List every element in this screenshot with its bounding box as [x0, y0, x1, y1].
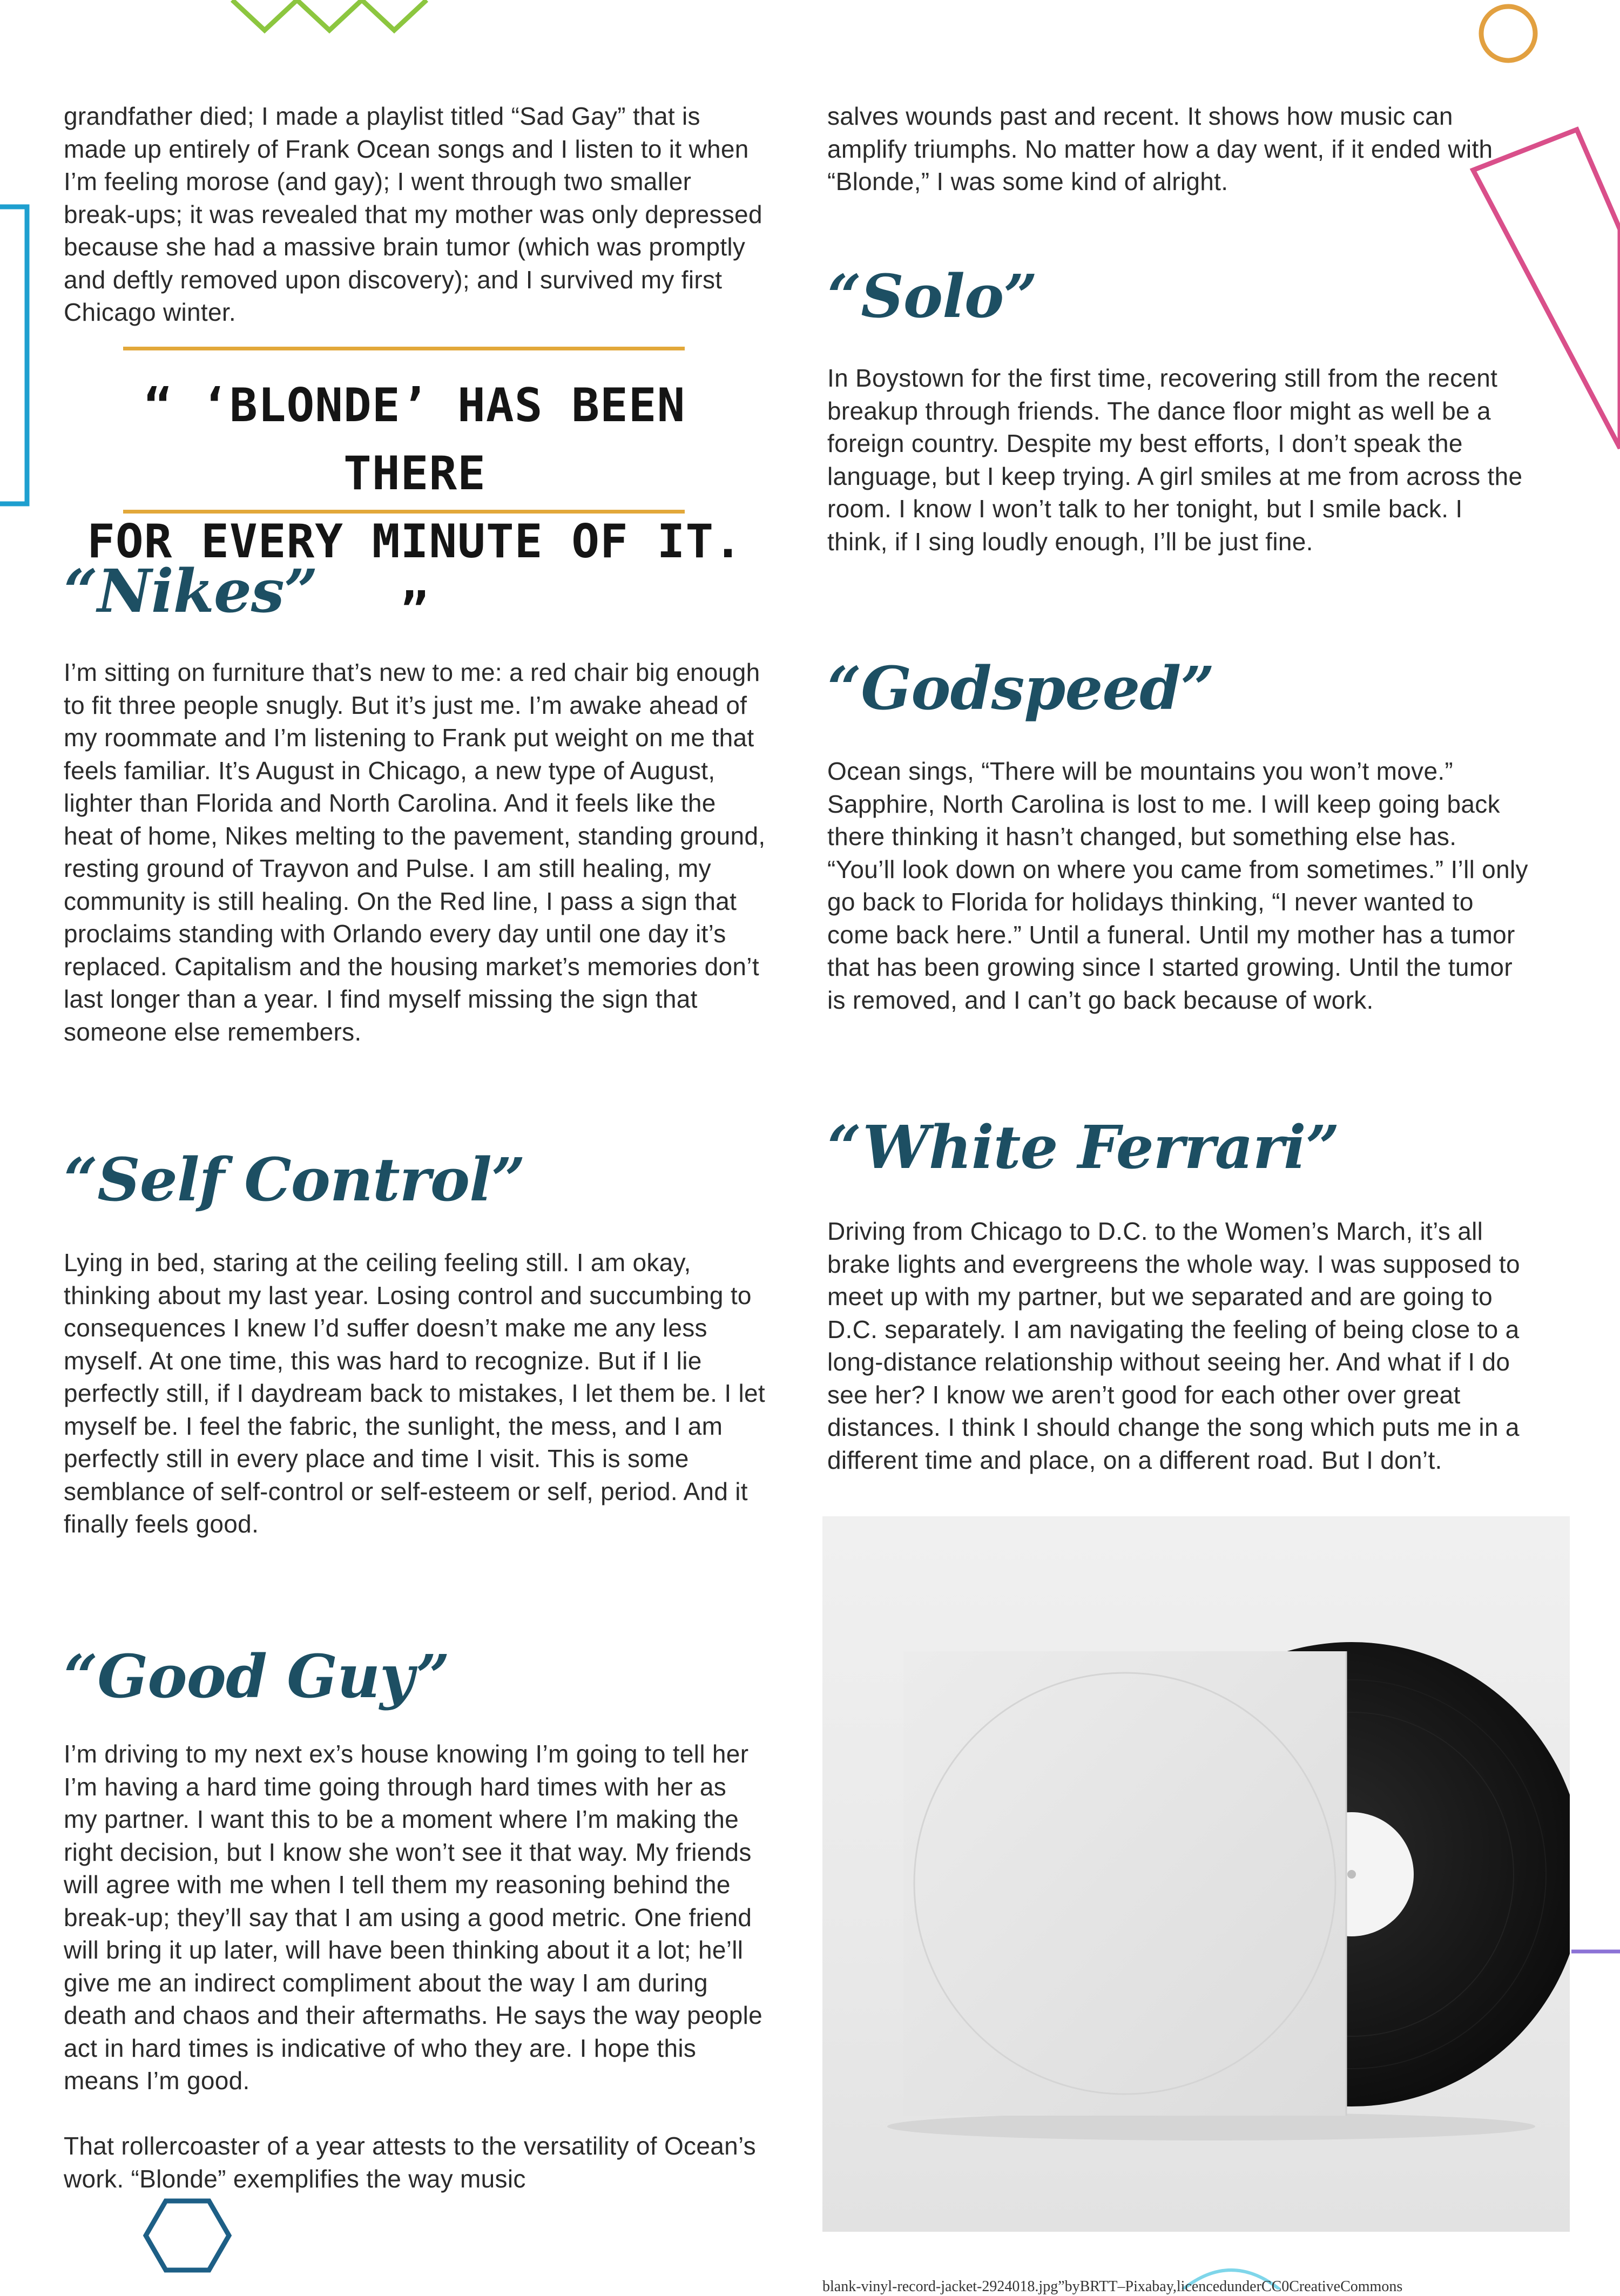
closing-paragraph: That rollercoaster of a year attests to the versatility of Ocean’s work. “Blonde” exemplifies the way music — [64, 2132, 756, 2193]
record-sleeve — [903, 1651, 1346, 2116]
section-body-good-guy: I’m driving to my next ex’s house knowing I’m going to tell her I’m having a hard time going through hard times with her as my partner. I want this to be a moment where I’m making the right decision, but I know she won’t see it that way. My friends will agree with me when I tell them my reasoning behind the break-up; they’ll say that I am using a good metric. One friend will bring it up later, will have been thinking about it a lot; he’ll give me an indirect compliment about the way I am during death and chaos and their aftermaths. He says the way people act in hard times is indicative of who they are. I hope this means I’m good. — [64, 1740, 763, 2095]
section-title-nikes: “Nikes” — [64, 556, 318, 626]
section-body-self-control: Lying in bed, staring at the ceiling feeling still. I am okay, thinking about my last year. Losing control and succumbing to consequences I knew I’d suffer doesn’t make me any less myself. At one time, this was hard to recognize. But if I lie perfectly still, if I daydream back to mistakes, I let them be. I let myself be. I feel the fabric, the sunlight, the mess, and I am perfectly still in every place and time I visit. This is some semblance of self-control or self-esteem or self, period. And it finally feels good. — [64, 1248, 765, 1538]
section-title-good-guy: “Good Guy” — [64, 1642, 450, 1711]
section-title-white-ferrari: “White Ferrari” — [827, 1112, 1339, 1182]
intro-paragraph-left: grandfather died; I made a playlist titled “Sad Gay” that is made up entirely of Frank Ocean songs and I listen to it when I’m feeling morose (and gay); I went through two smaller break-ups; it was revealed that my mother was only depressed because she had a massive brain tumor (which was promptly and deftly removed upon discovery); and I survived my first Chicago winter. — [64, 102, 762, 326]
pullquote-line-2: FOR EVERY MINUTE OF IT. ” — [87, 515, 742, 637]
photo-caption: blank-vinyl-record-jacket-2924018.jpg”byBRTT–Pixabay,licencedunderCC0CreativeCommons — [822, 2278, 1403, 2295]
pullquote-bottom-rule — [123, 510, 685, 514]
section-body-white-ferrari: Driving from Chicago to D.C. to the Women’s March, it’s all brake lights and evergreens the whole way. I was supposed to meet up with my partner, but we separated and are going to D.C. separately. I am navigating the feeling of being close to a long-distance relationship without seeing her. And what if I do see her? I know we aren’t good for each other over great distances. I think I should change the song which puts me in a different time and place, on a different road. But I don’t. — [827, 1217, 1520, 1474]
section-title-self-control: “Self Control” — [64, 1145, 525, 1214]
section-body-godspeed: Ocean sings, “There will be mountains you won’t move.” Sapphire, North Carolina is lost to me. I will keep going back there thinking it hasn’t changed, but something else has. “You’ll look down on where you came from sometimes.” I’ll only go back to Florida for holidays thinking, “I never wanted to come back here.” Until a funeral. Until my mother has a tumor that has been growing since I started growing. Until the tumor is removed, and I can’t go back because of work. — [827, 757, 1528, 1014]
pullquote-line-1: “ ‘BLONDE’ HAS BEEN THERE — [144, 379, 686, 501]
vinyl-record-illustration — [822, 1516, 1570, 2232]
section-title-godspeed: “Godspeed” — [827, 653, 1214, 723]
navy-hexagon-decoration — [141, 2197, 233, 2278]
section-body-solo: In Boystown for the first time, recovering still from the recent breakup through friends. The dance floor might as well be a foreign country. Despite my best efforts, I don’t speak the language, but I keep trying. A girl smiles at me from across the room. I know I won’t talk to her tonight, but I smile back. I think, if I sing loudly enough, I’ll be just fine. — [827, 364, 1523, 556]
orange-circle-decoration — [1474, 2, 1544, 72]
section-title-solo: “Solo” — [827, 261, 1037, 331]
purple-line-decoration — [1571, 1946, 1620, 1957]
section-body-nikes: I’m sitting on furniture that’s new to me: a red chair big enough to fit three people snugly. But it’s just me. I’m awake ahead of my roommate and I’m listening to Frank put weight on me that feels familiar. It’s August in Chicago, a new type of August, lighter than Florida and North Carolina. And it feels like the heat of home, Nikes melting to the pavement, standing ground, resting ground of Trayvon and Pulse. I am still healing, my community is still healing. On the Red line, I pass a sign that proclaims standing with Orlando every day until one day it’s replaced. Capitalism and the housing market’s memories don’t last longer than a year. I find myself missing the sign that someone else remembers. — [64, 658, 766, 1046]
intro-paragraph-right: salves wounds past and recent. It shows how music can amplify triumphs. No matter how a day went, if it ended with “Blonde,” I was some kind of alright. — [827, 102, 1493, 195]
blue-bracket-decoration — [0, 204, 38, 512]
pullquote-top-rule — [123, 347, 685, 350]
green-zigzag-decoration — [227, 0, 443, 38]
vinyl-record-photo — [822, 1516, 1570, 2232]
